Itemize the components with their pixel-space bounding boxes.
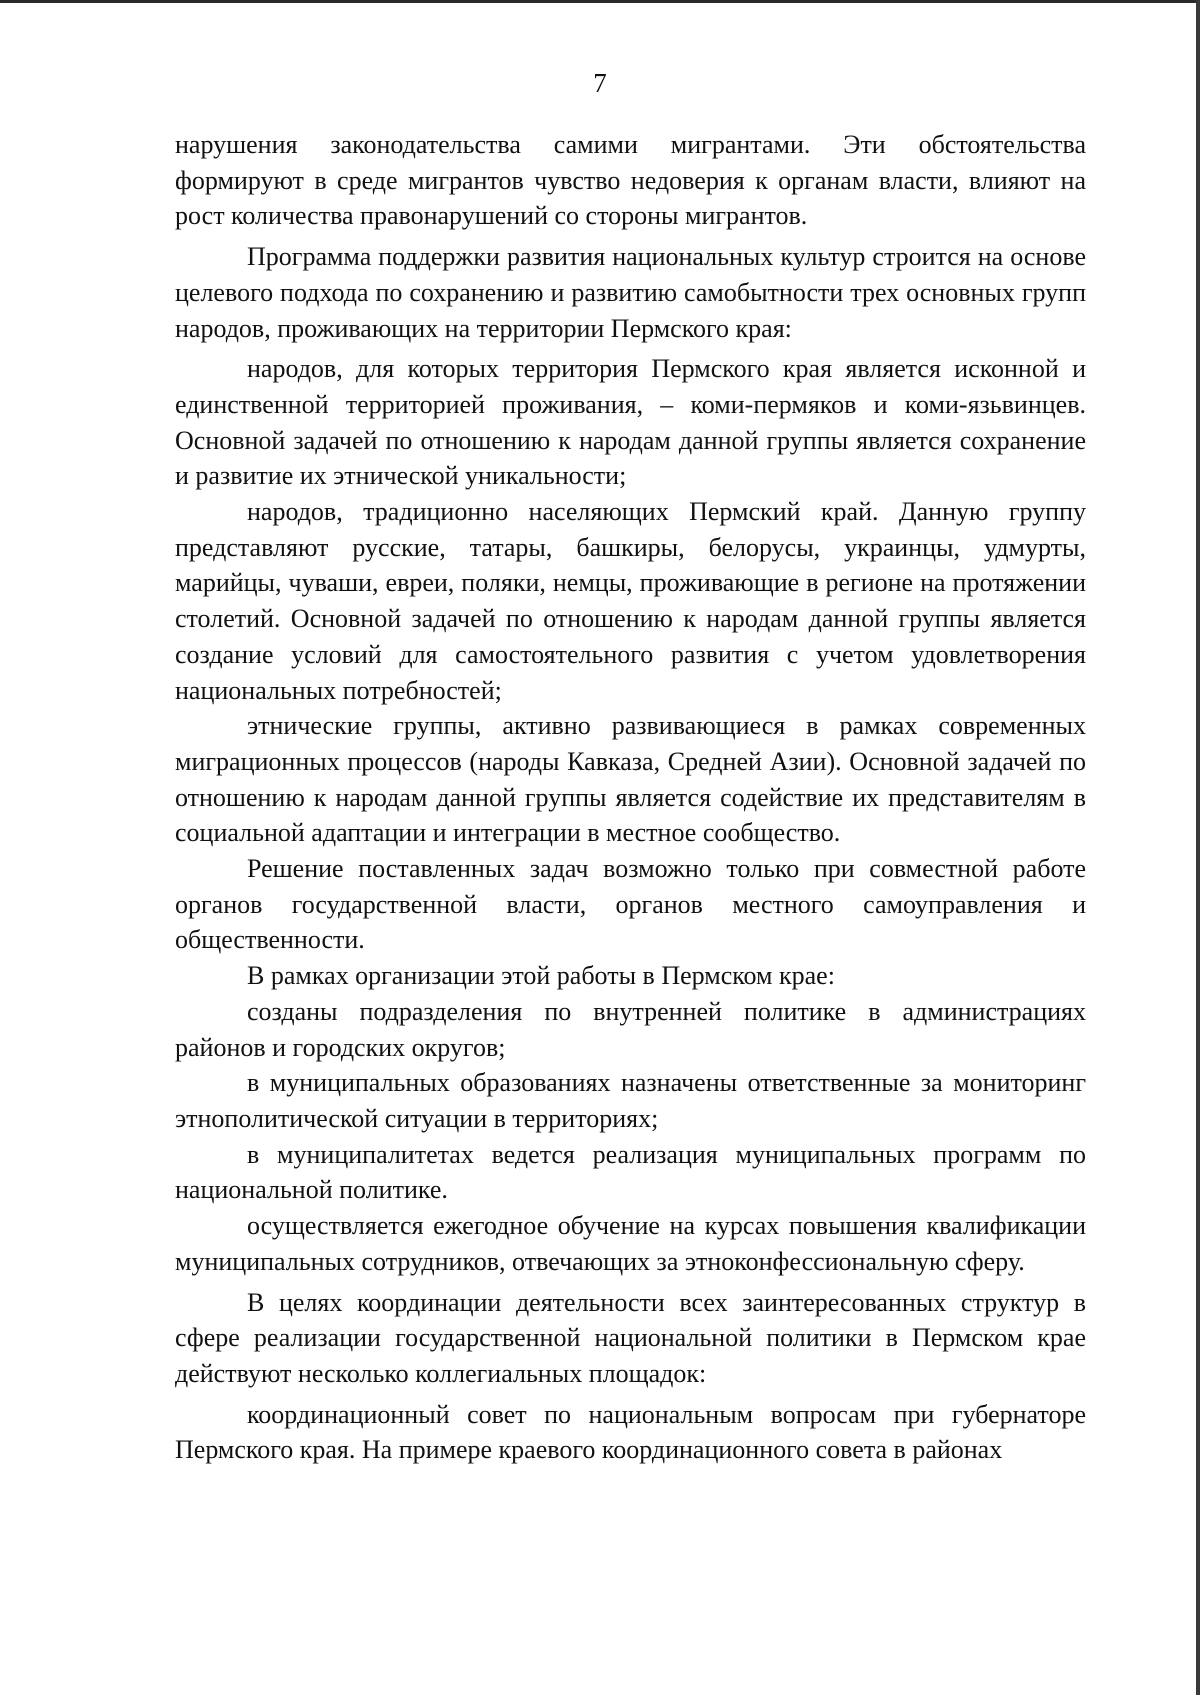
paragraph-9: в муниципальных образованиях назначены ответственные за мониторинг этнополитической ситуации в территориях;: [175, 1068, 1086, 1133]
paragraph-2: Программа поддержки развития национальных культур строится на основе целевого подхода по сохранению и развитию самобытности трех основных групп народов, проживающих на территории Пермского края:: [175, 242, 1086, 343]
paragraph-1: нарушения законодательства самими мигрантами. Эти обстоятельства формируют в среде мигрантов чувство недоверия к органам власти, влияют на рост количества правонарушений со стороны мигрантов.: [175, 130, 1086, 231]
paragraph-10: в муниципалитетах ведется реализация муниципальных программ по национальной политике.: [175, 1139, 1086, 1205]
paragraph-13: координационный совет по национальным вопросам при губернаторе Пермского края. На примере краевого координационного совета в районах: [175, 1399, 1086, 1465]
scan-edge-top: [0, 0, 1200, 3]
body-text: [175, 127, 1086, 1468]
paragraph-5: этнические группы, активно развивающиеся в рамках современных миграционных процессов (народы Кавказа, Средней Азии). Основной задачей по отношению к народам данной группы является содействие их представителям в социальной адаптации и интеграции в местное сообщество.: [175, 711, 1086, 848]
paragraph-11: осуществляется ежегодное обучение на курсах повышения квалификации муниципальных сотрудников, отвечающих за этноконфессиональную сферу.: [175, 1211, 1086, 1276]
paragraph-6: Решение поставленных задач возможно только при совместной работе органов государственной власти, органов местного самоуправления и общественности.: [175, 854, 1086, 955]
page-number: 7: [593, 68, 607, 98]
scan-edge-right: [1196, 0, 1200, 1695]
paragraph-4: народов, традиционно населяющих Пермский край. Данную группу представляют русские, татары, башкиры, белорусы, украинцы, удмурты, марийцы, чуваши, евреи, поляки, немцы, проживающие в регионе на протяжении столетий. Основной задачей по отношению к народам данной группы является создание условий для самостоятельного развития с учетом удовлетворения национальных потребностей;: [175, 497, 1086, 705]
paragraph-8: созданы подразделения по внутренней политике в администрациях районов и городских округов;: [175, 996, 1086, 1062]
paragraph-3: народов, для которых территория Пермского края является исконной и единственной территорией проживания, – коми-пермяков и коми-язьвинцев. Основной задачей по отношению к народам данной группы является сохранение и развитие их этнической уникальности;: [175, 354, 1086, 491]
paragraph-12: В целях координации деятельности всех заинтересованных структур в сфере реализации государственной национальной политики в Пермском крае действуют несколько коллегиальных площадок:: [175, 1287, 1086, 1388]
paragraph-7: В рамках организации этой работы в Пермском крае:: [247, 961, 835, 991]
